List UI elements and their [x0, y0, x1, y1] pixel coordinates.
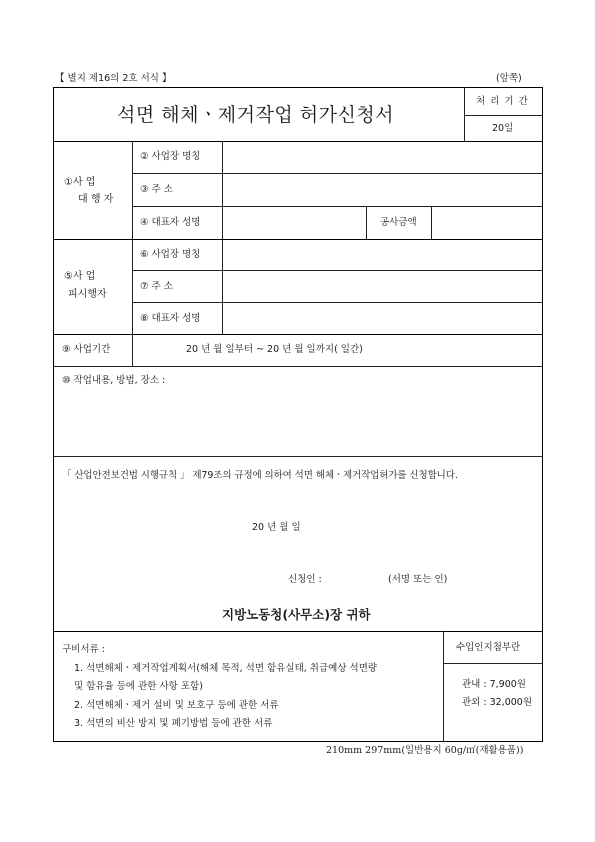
fee-domestic: 관내 : 7,900원 — [462, 679, 526, 690]
owner-representative-label: ⑧ 대표자 성명 — [140, 313, 201, 324]
processing-period-value: 20일 — [492, 123, 514, 134]
revenue-stamp-box[interactable] — [445, 665, 541, 740]
paper-spec: 210mm 297mm(일반용지 60g/㎡(재활용품)) — [326, 745, 524, 756]
page-side-label: (앞쪽) — [496, 73, 522, 84]
work-content-field[interactable] — [55, 392, 541, 454]
owner-section-label-1: ⑤사 업 — [64, 271, 96, 282]
contractor-representative-label: ④ 대표자 성명 — [140, 217, 201, 228]
contractor-representative-field[interactable] — [224, 208, 365, 238]
contractor-section-label-2: 대 행 자 — [78, 194, 114, 205]
attachment-item: 및 함유율 등에 관한 사항 포함) — [74, 681, 203, 692]
applicant-signature[interactable]: (서명 또는 인) — [388, 574, 448, 585]
attachment-item: 3. 석면의 비산 방지 및 폐기방법 등에 관한 서류 — [74, 718, 273, 729]
contract-amount-label: 공사금액 — [380, 217, 417, 228]
owner-address-field[interactable] — [224, 272, 541, 301]
contractor-address-field[interactable] — [224, 175, 541, 205]
owner-workplace-name-label: ⑥ 사업장 명칭 — [140, 249, 201, 260]
owner-section-label-2: 피시행자 — [68, 289, 107, 300]
contractor-section-label-1: ①사 업 — [64, 177, 96, 188]
form-title: 석면 해체ㆍ제거작업 허가신청서 — [117, 104, 395, 126]
recipient-line: 지방노동청(사무소)장 귀하 — [222, 607, 371, 622]
contractor-workplace-name-field[interactable] — [224, 143, 541, 172]
form-number-label: 【 별지 제16의 2호 서식 】 — [55, 73, 172, 84]
processing-period-label: 처 리 기 간 — [476, 96, 529, 107]
work-content-label: ⑩ 작업내용, 방법, 장소 : — [62, 375, 166, 386]
contractor-workplace-name-label: ② 사업장 명칭 — [140, 151, 201, 162]
owner-representative-field[interactable] — [224, 304, 541, 333]
attachment-item: 1. 석면해체ㆍ제거작업계획서(해체 목적, 석면 함유실태, 취급예상 석면량 — [74, 663, 378, 674]
application-date[interactable]: 20 년 월 일 — [252, 522, 301, 533]
work-period-label: ⑨ 사업기간 — [62, 344, 111, 355]
attachments-title: 구비서류 : — [62, 644, 105, 655]
owner-address-label: ⑦ 주 소 — [140, 281, 173, 292]
contractor-address-label: ③ 주 소 — [140, 184, 173, 195]
declaration-text: 「 산업안전보건법 시행규칙 」 제79조의 규정에 의하여 석면 해체ㆍ제거작업허가를 신청합니다. — [62, 470, 458, 481]
attachment-item: 2. 석면해체ㆍ제거 설비 및 보호구 등에 관한 서류 — [74, 700, 279, 711]
work-period-value[interactable]: 20 년 월 일부터 ~ 20 년 월 일까지( 일간) — [186, 344, 363, 355]
contract-amount-field[interactable] — [433, 208, 541, 238]
revenue-stamp-title: 수입인지첨부란 — [456, 642, 521, 653]
owner-workplace-name-field[interactable] — [224, 241, 541, 269]
fee-outside: 관외 : 32,000원 — [462, 697, 533, 708]
applicant-label: 신청인 : — [288, 574, 322, 585]
